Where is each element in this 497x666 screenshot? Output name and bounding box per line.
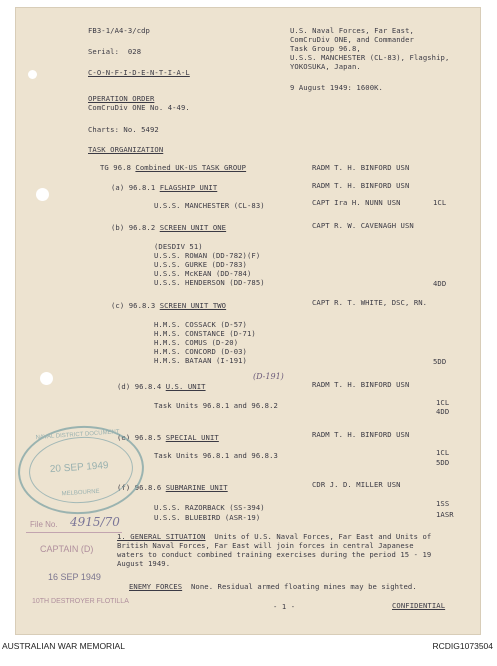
unit-commander: RADM T. H. BINFORD USN (312, 380, 410, 389)
ship-entry: U.S.S. GURKE (DD-783) (154, 260, 247, 269)
stamp-date: 20 SEP 1949 (49, 460, 109, 476)
ship-entry: H.M.S. COMUS (D-20) (154, 338, 239, 347)
ship-count: 5DD (436, 458, 450, 467)
originator-line: U.S. Naval Forces, Far East, (290, 26, 414, 35)
ship-count: 1CL (436, 398, 450, 407)
ship-count: 4DD (433, 279, 447, 288)
ship-count: 1CL (433, 198, 447, 207)
handwritten-annotation: (D-191) (253, 372, 284, 381)
ship-commander: CAPT Ira H. NUNN USN (312, 198, 401, 207)
ship-entry: H.M.S. CONSTANCE (D-71) (154, 329, 256, 338)
confidential-footer: CONFIDENTIAL (392, 601, 446, 610)
general-situation-line: August 1949. (117, 559, 171, 568)
unit-line: (e) 96.8.5 SPECIAL UNIT (117, 433, 219, 442)
ship-entry: H.M.S. COSSACK (D-57) (154, 320, 247, 329)
unit-commander: RADM T. H. BINFORD USN (312, 181, 410, 190)
ship-count: 1CL (436, 448, 450, 457)
originator-line: ComCruDiv ONE, and Commander (290, 35, 414, 44)
unit-line: (f) 96.8.6 SUBMARINE UNIT (117, 483, 228, 492)
enemy-forces-line: ENEMY FORCES None. Residual armed floating mines may be sighted. (129, 582, 417, 591)
unit-commander: RADM T. H. BINFORD USN (312, 430, 410, 439)
task-organization-heading: TASK ORGANIZATION (88, 145, 164, 154)
operation-order-title: OPERATION ORDER (88, 94, 155, 103)
task-units-entry: Task Units 96.8.1 and 96.8.2 (154, 401, 278, 410)
punch-hole (36, 188, 49, 201)
ship-count: 4DD (436, 407, 450, 416)
page-number: - 1 - (273, 602, 296, 611)
operation-order-number: ComCruDiv ONE No. 4-49. (88, 103, 190, 112)
ship-count: 1ASR (436, 510, 454, 519)
archive-source: AUSTRALIAN WAR MEMORIAL (2, 641, 125, 651)
serial-number: Serial: 028 (88, 47, 142, 56)
originator-line: YOKOSUKA, Japan. (290, 62, 361, 71)
punch-hole (40, 372, 53, 385)
ship-count: 5DD (433, 357, 447, 366)
task-units-entry: Task Units 96.8.1 and 96.8.3 (154, 451, 278, 460)
captain-d-text: CAPTAIN (D) (40, 544, 94, 554)
general-situation-line: 1. GENERAL SITUATION Units of U.S. Naval Forces, Far East and Units of (117, 532, 432, 541)
ship-entry: U.S.S. MANCHESTER (CL-83) (154, 201, 265, 210)
file-no-value: 4915/70 (70, 515, 120, 529)
ship-count: 1SS (436, 499, 450, 508)
reference-number: FB3-1/A4-3/cdp (88, 26, 150, 35)
unit-line: (c) 96.8.3 SCREEN UNIT TWO (111, 301, 227, 310)
general-situation-line: British Naval Forces, Far East will join forces in central Japanese (117, 541, 414, 550)
general-situation-line: waters to conduct combined training exercises during the period 15 - 19 (117, 550, 432, 559)
flotilla-text: 10TH DESTROYER FLOTILLA (32, 598, 129, 605)
unit-commander: CAPT R. W. CAVENAGH USN (312, 221, 414, 230)
punch-hole (28, 70, 37, 79)
originator-line: U.S.S. MANCHESTER (CL-83), Flagship, (290, 53, 450, 62)
stamp-top-text: NAVAL DISTRICT DOCUMENT (35, 429, 120, 442)
captain-d-date: 16 SEP 1949 (48, 572, 101, 582)
charts: Charts: No. 5492 (88, 125, 159, 134)
ship-entry: H.M.S. BATAAN (I-191) (154, 356, 247, 365)
stamp-rule (26, 532, 122, 533)
task-group-commander: RADM T. H. BINFORD USN (312, 163, 410, 172)
stamp-bottom-text: MELBOURNE (61, 488, 100, 498)
ship-entry: U.S.S. BLUEBIRD (ASR-19) (154, 513, 261, 522)
ship-entry: U.S.S. ROWAN (DD-782)(F) (154, 251, 261, 260)
originator-line: Task Group 96.8, (290, 44, 361, 53)
task-group-line: TG 96.8 Combined UK-US TASK GROUP (100, 163, 247, 172)
ship-entry: U.S.S. HENDERSON (DD-785) (154, 278, 265, 287)
archive-id: RCDIG1073504 (432, 641, 493, 651)
file-no-label: File No. (30, 520, 58, 529)
unit-line: (a) 96.8.1 FLAGSHIP UNIT (111, 183, 218, 192)
classification: C-O-N-F-I-D-E-N-T-I-A-L (88, 68, 190, 77)
ship-entry: H.M.S. CONCORD (D-03) (154, 347, 247, 356)
unit-commander: CDR J. D. MILLER USN (312, 480, 401, 489)
date-time-group: 9 August 1949: 1600K. (290, 83, 383, 92)
unit-commander: CAPT R. T. WHITE, DSC, RN. (312, 298, 428, 307)
ship-entry: (DESDIV 51) (154, 242, 203, 251)
ship-entry: U.S.S. RAZORBACK (SS-394) (154, 503, 265, 512)
ship-entry: U.S.S. McKEAN (DD-784) (154, 269, 252, 278)
unit-line: (b) 96.8.2 SCREEN UNIT ONE (111, 223, 227, 232)
unit-line: (d) 96.8.4 U.S. UNIT (117, 382, 206, 391)
captain-d-stamp (26, 514, 146, 610)
